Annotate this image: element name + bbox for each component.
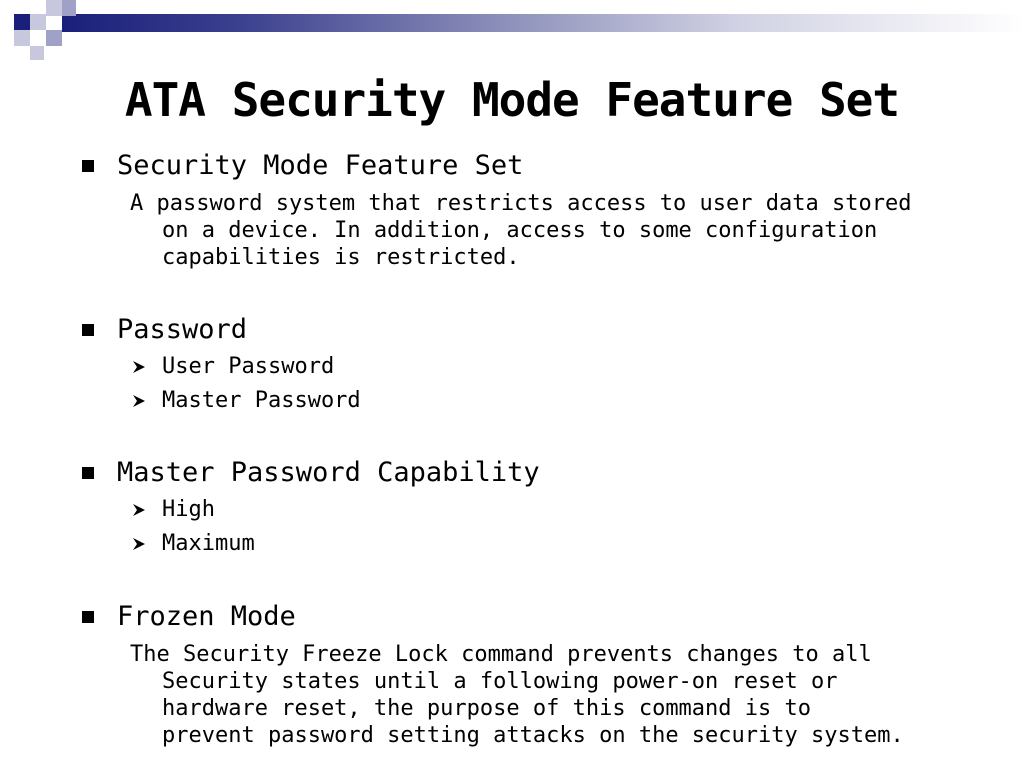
section-description bbox=[130, 641, 990, 749]
section-heading-text: Password bbox=[117, 314, 248, 345]
section-heading bbox=[82, 149, 523, 183]
arrowhead-bullet-icon bbox=[132, 394, 146, 408]
section-heading-text: Master Password Capability bbox=[117, 457, 540, 488]
description-line: capabilities is restricted. bbox=[162, 245, 520, 270]
section-heading bbox=[82, 456, 540, 490]
arrowhead-bullet-icon bbox=[132, 537, 146, 551]
sub-item-text: Maximum bbox=[162, 531, 255, 556]
section-heading-text: Frozen Mode bbox=[117, 601, 296, 632]
square-bullet-icon bbox=[82, 467, 94, 479]
sub-item bbox=[132, 352, 334, 382]
section-description bbox=[130, 190, 990, 271]
arrowhead-bullet-icon bbox=[132, 360, 146, 374]
description-line: hardware reset, the purpose of this command is to bbox=[162, 696, 812, 721]
arrowhead-bullet-icon bbox=[132, 503, 146, 517]
section-heading-text: Security Mode Feature Set bbox=[117, 150, 524, 181]
sub-item-text: High bbox=[162, 497, 215, 522]
description-line: prevent password setting attacks on the security system. bbox=[162, 723, 904, 748]
description-line: on a device. In addition, access to some configuration bbox=[162, 218, 878, 243]
description-line: A password system that restricts access to user data stored bbox=[130, 191, 912, 216]
sub-item bbox=[132, 529, 255, 559]
square-bullet-icon bbox=[82, 611, 94, 623]
sub-item bbox=[132, 495, 215, 525]
sub-item-text: User Password bbox=[162, 354, 335, 379]
description-line: Security states until a following power-on reset or bbox=[162, 669, 838, 694]
sub-item bbox=[132, 386, 361, 416]
section-heading bbox=[82, 600, 296, 634]
square-bullet-icon bbox=[82, 160, 94, 172]
section-heading bbox=[82, 313, 247, 347]
description-line: The Security Freeze Lock command prevents changes to all bbox=[130, 642, 872, 667]
slide-title: ATA Security Mode Feature Set bbox=[124, 73, 900, 127]
square-bullet-icon bbox=[82, 324, 94, 336]
sub-item-text: Master Password bbox=[162, 388, 361, 413]
